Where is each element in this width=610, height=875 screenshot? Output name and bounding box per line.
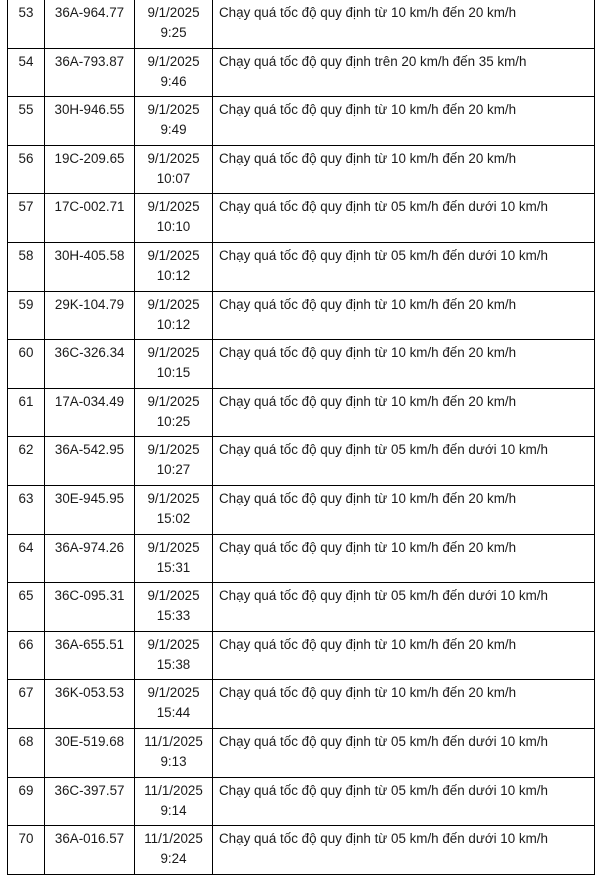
table-row xyxy=(8,680,595,729)
violation-time: 9:25 xyxy=(160,25,187,40)
violation-date: 11/1/2025 xyxy=(144,782,203,798)
violation-description: Chạy quá tốc độ quy định từ 10 km/h đến 20 km/h xyxy=(213,534,595,583)
violation-datetime xyxy=(135,145,213,194)
table-row xyxy=(8,48,595,97)
violation-description: Chạy quá tốc độ quy định từ 10 km/h đến 20 km/h xyxy=(213,291,595,340)
row-number: 57 xyxy=(8,194,45,243)
violation-date: 9/1/2025 xyxy=(147,685,200,701)
row-number: 64 xyxy=(8,534,45,583)
row-number: 66 xyxy=(8,631,45,680)
table-row xyxy=(8,242,595,291)
table-row xyxy=(8,826,595,875)
violation-datetime xyxy=(135,388,213,437)
violation-date: 9/1/2025 xyxy=(147,296,200,312)
violation-date: 9/1/2025 xyxy=(147,539,200,555)
row-number: 60 xyxy=(8,340,45,389)
violation-time: 10:12 xyxy=(156,316,191,332)
row-number: 65 xyxy=(8,583,45,632)
violation-date: 9/1/2025 xyxy=(147,102,200,118)
violation-description: Chạy quá tốc độ quy định từ 05 km/h đến dưới 10 km/h xyxy=(213,194,595,243)
table-row xyxy=(8,631,595,680)
violation-datetime xyxy=(135,777,213,826)
license-plate: 17C-002.71 xyxy=(45,194,135,243)
violation-description: Chạy quá tốc độ quy định từ 05 km/h đến dưới 10 km/h xyxy=(213,437,595,486)
violations-table xyxy=(7,0,595,875)
violation-time: 10:10 xyxy=(156,219,191,235)
row-number: 54 xyxy=(8,48,45,97)
violation-time: 10:15 xyxy=(156,365,191,381)
license-plate: 36A-793.87 xyxy=(45,48,135,97)
violation-time: 10:07 xyxy=(156,170,191,186)
violation-date: 9/1/2025 xyxy=(147,247,200,263)
license-plate: 29K-104.79 xyxy=(45,291,135,340)
violation-date: 9/1/2025 xyxy=(147,5,200,20)
license-plate: 17A-034.49 xyxy=(45,388,135,437)
violations-table-body xyxy=(8,0,595,874)
violation-time: 15:33 xyxy=(156,608,191,624)
violation-description: Chạy quá tốc độ quy định từ 05 km/h đến dưới 10 km/h xyxy=(213,583,595,632)
violation-datetime xyxy=(135,485,213,534)
license-plate: 36A-016.57 xyxy=(45,826,135,875)
violation-datetime xyxy=(135,728,213,777)
violation-description: Chạy quá tốc độ quy định từ 10 km/h đến 20 km/h xyxy=(213,485,595,534)
table-row xyxy=(8,485,595,534)
violation-datetime xyxy=(135,826,213,875)
violation-date: 9/1/2025 xyxy=(147,588,200,604)
row-number: 61 xyxy=(8,388,45,437)
table-row xyxy=(8,145,595,194)
violation-time: 9:14 xyxy=(160,802,187,818)
row-number: 53 xyxy=(8,0,45,48)
violation-datetime xyxy=(135,242,213,291)
license-plate: 36A-964.77 xyxy=(45,0,135,48)
table-row xyxy=(8,583,595,632)
violation-description: Chạy quá tốc độ quy định từ 05 km/h đến dưới 10 km/h xyxy=(213,728,595,777)
violation-date: 9/1/2025 xyxy=(147,199,200,215)
license-plate: 36K-053.53 xyxy=(45,680,135,729)
violation-datetime xyxy=(135,583,213,632)
violation-datetime xyxy=(135,97,213,146)
violation-datetime xyxy=(135,194,213,243)
violation-time: 10:12 xyxy=(156,267,191,283)
table-row xyxy=(8,534,595,583)
violation-date: 9/1/2025 xyxy=(147,150,200,166)
violation-datetime xyxy=(135,340,213,389)
violation-description: Chạy quá tốc độ quy định từ 10 km/h đến 20 km/h xyxy=(213,340,595,389)
license-plate: 30H-946.55 xyxy=(45,97,135,146)
violation-time: 15:38 xyxy=(156,656,191,672)
violation-description: Chạy quá tốc độ quy định từ 10 km/h đến 20 km/h xyxy=(213,145,595,194)
license-plate: 30E-945.95 xyxy=(45,485,135,534)
violation-time: 9:13 xyxy=(160,753,187,769)
violation-time: 15:44 xyxy=(156,705,191,721)
license-plate: 36C-095.31 xyxy=(45,583,135,632)
table-row xyxy=(8,437,595,486)
row-number: 62 xyxy=(8,437,45,486)
violation-date: 11/1/2025 xyxy=(144,733,203,749)
row-number: 63 xyxy=(8,485,45,534)
violation-time: 15:31 xyxy=(156,559,191,575)
violation-description: Chạy quá tốc độ quy định từ 05 km/h đến dưới 10 km/h xyxy=(213,242,595,291)
license-plate: 30E-519.68 xyxy=(45,728,135,777)
table-row xyxy=(8,728,595,777)
row-number: 58 xyxy=(8,242,45,291)
violation-date: 9/1/2025 xyxy=(147,636,200,652)
violation-description: Chạy quá tốc độ quy định từ 10 km/h đến 20 km/h xyxy=(213,680,595,729)
violation-datetime xyxy=(135,437,213,486)
violation-datetime xyxy=(135,534,213,583)
violation-description: Chạy quá tốc độ quy định từ 05 km/h đến dưới 10 km/h xyxy=(213,777,595,826)
table-row xyxy=(8,291,595,340)
violation-date: 9/1/2025 xyxy=(147,490,200,506)
violation-datetime xyxy=(135,291,213,340)
row-number: 67 xyxy=(8,680,45,729)
violation-datetime xyxy=(135,0,213,48)
license-plate: 36C-326.34 xyxy=(45,340,135,389)
row-number: 70 xyxy=(8,826,45,875)
violation-datetime xyxy=(135,680,213,729)
row-number: 55 xyxy=(8,97,45,146)
table-row xyxy=(8,388,595,437)
violation-time: 10:25 xyxy=(156,413,191,429)
license-plate: 36C-397.57 xyxy=(45,777,135,826)
table-row xyxy=(8,340,595,389)
row-number: 68 xyxy=(8,728,45,777)
violation-date: 9/1/2025 xyxy=(147,345,200,361)
violation-description: Chạy quá tốc độ quy định từ 10 km/h đến 20 km/h xyxy=(213,388,595,437)
table-row xyxy=(8,97,595,146)
table-row xyxy=(8,777,595,826)
violation-datetime xyxy=(135,48,213,97)
violation-time: 9:46 xyxy=(160,73,187,89)
violation-time: 9:24 xyxy=(160,851,187,867)
license-plate: 36A-655.51 xyxy=(45,631,135,680)
license-plate: 19C-209.65 xyxy=(45,145,135,194)
violation-datetime xyxy=(135,631,213,680)
table-row xyxy=(8,0,595,48)
violation-date: 9/1/2025 xyxy=(147,393,200,409)
violation-description: Chạy quá tốc độ quy định từ 05 km/h đến dưới 10 km/h xyxy=(213,826,595,875)
violation-time: 10:27 xyxy=(156,462,191,478)
license-plate: 36A-542.95 xyxy=(45,437,135,486)
row-number: 59 xyxy=(8,291,45,340)
violation-description: Chạy quá tốc độ quy định trên 20 km/h đến 35 km/h xyxy=(213,48,595,97)
table-row xyxy=(8,194,595,243)
violation-time: 15:02 xyxy=(156,510,191,526)
violation-date: 11/1/2025 xyxy=(144,831,203,847)
violation-date: 9/1/2025 xyxy=(147,442,200,458)
violation-description: Chạy quá tốc độ quy định từ 10 km/h đến 20 km/h xyxy=(213,97,595,146)
license-plate: 36A-974.26 xyxy=(45,534,135,583)
license-plate: 30H-405.58 xyxy=(45,242,135,291)
violation-description: Chạy quá tốc độ quy định từ 10 km/h đến 20 km/h xyxy=(213,0,595,48)
violation-time: 9:49 xyxy=(160,122,187,138)
row-number: 56 xyxy=(8,145,45,194)
violation-date: 9/1/2025 xyxy=(147,53,200,69)
violation-description: Chạy quá tốc độ quy định từ 10 km/h đến 20 km/h xyxy=(213,631,595,680)
row-number: 69 xyxy=(8,777,45,826)
